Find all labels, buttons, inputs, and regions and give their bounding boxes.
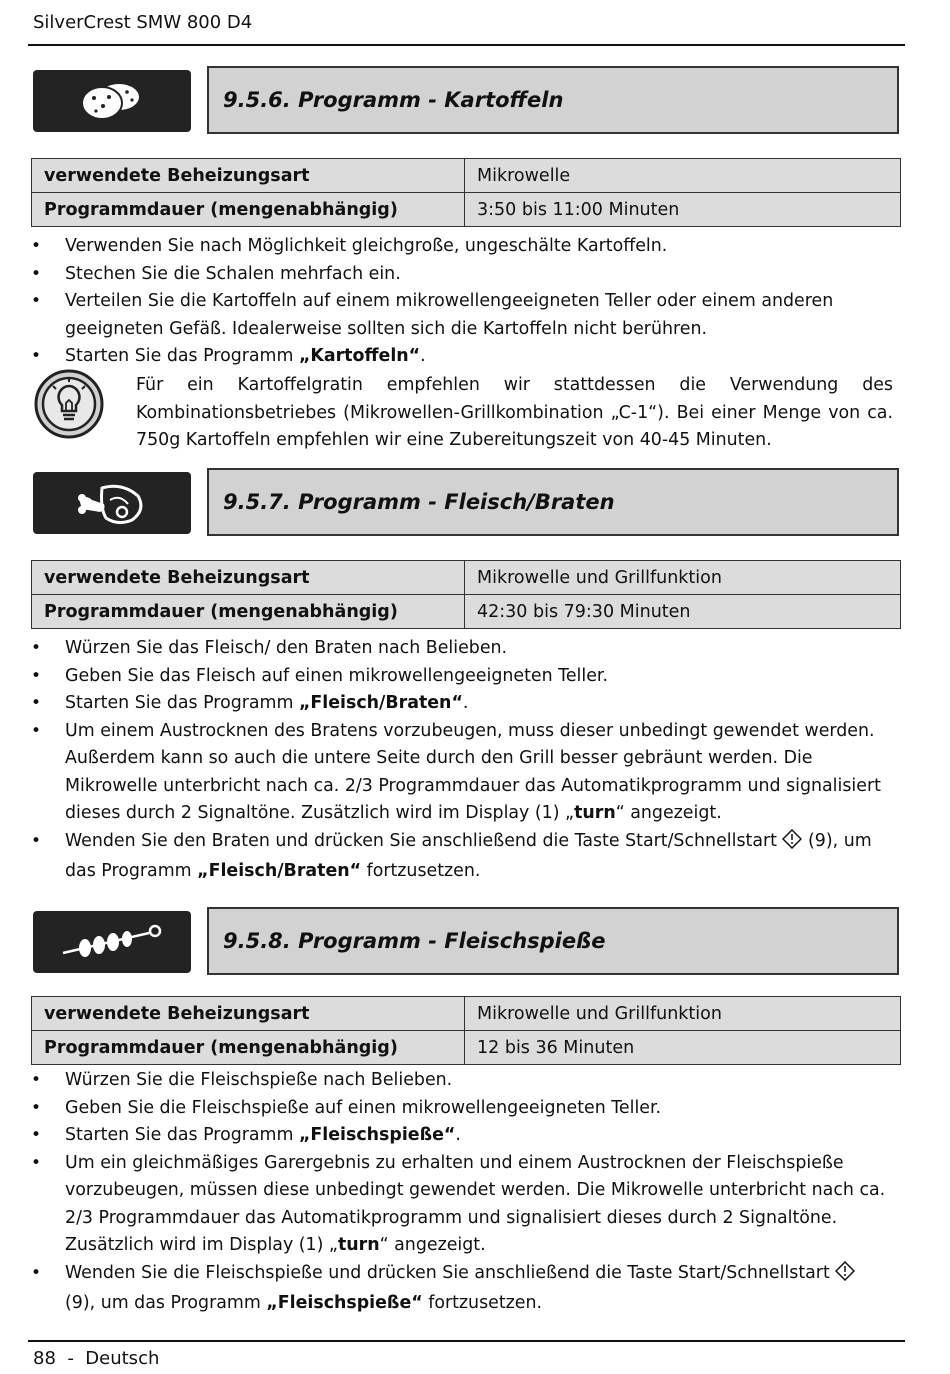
potato-icon xyxy=(33,70,191,132)
instruction-list-fleisch-braten xyxy=(0,635,950,886)
list-item: • Würzen Sie die Fleischspieße nach Belieben. xyxy=(0,1067,890,1095)
list-item: • Geben Sie die Fleischspieße auf einen mikrowellengeeigneten Teller. xyxy=(0,1095,890,1123)
item-text: (9), um das Programm xyxy=(65,830,872,881)
program-name: „Fleisch/Braten“ xyxy=(197,861,362,881)
roast-meat-icon xyxy=(33,472,191,534)
list-item: • Stechen Sie die Schalen mehrfach ein. xyxy=(0,261,890,289)
item-text: Um einem Austrocknen des Bratens vorzubeugen, muss dieser unbedingt gewendet werden. Außerdem kann so auch die untere Seite durch den Grill besser gebräunt werden. Die Mikrowelle unterbricht nach ca. 2/3 Programmdauer das Automatikprogramm und signalisiert dieses durch 2 Signaltöne. Zusätzlich wird im Display (1) „ xyxy=(65,720,881,823)
tip-text: Für ein Kartoffelgratin empfehlen wir stattdessen die Verwendung des Kombinationsbetriebes (Mikrowellen-Grillkombination „C-1“). Bei einer Menge von ca. 750g Kartoffeln empfehlen wir eine Zubereitungszeit von 40-45 Minuten. xyxy=(136,375,893,450)
table-value: 42:30 bis 79:30 Minuten xyxy=(465,595,901,629)
list-item: • Verteilen Sie die Kartoffeln auf einem mikrowellengeeigneten Teller oder einem anderen geeigneten Gefäß. Idealerweise sollten sich die Kartoffeln nicht berühren. xyxy=(0,288,890,343)
list-item: • Verwenden Sie nach Möglichkeit gleichgroße, ungeschälte Kartoffeln. xyxy=(0,233,890,261)
start-button-icon xyxy=(835,1261,855,1291)
item-text: fortzusetzen. xyxy=(361,861,481,881)
section-heading-kartoffeln: 9.5.6. Programm - Kartoffeln xyxy=(207,66,899,134)
program-name: „Fleischspieße“ xyxy=(298,1125,456,1145)
instruction-list-fleischspiesse xyxy=(0,1067,950,1318)
list-item xyxy=(0,1150,890,1260)
table-row xyxy=(32,997,901,1031)
list-item: • Würzen Sie das Fleisch/ den Braten nach Belieben. xyxy=(0,635,890,663)
section-heading-fleischspiesse: 9.5.8. Programm - Fleischspieße xyxy=(207,907,899,975)
item-text: “ angezeigt. xyxy=(379,1235,486,1255)
section-heading-fleisch-braten: 9.5.7. Programm - Fleisch/Braten xyxy=(207,468,899,536)
item-text: Wenden Sie die Fleischspieße und drücken Sie anschließend die Taste Start/Schnellstart xyxy=(65,1262,836,1283)
table-row xyxy=(32,595,901,629)
table-key: Programmdauer (mengenabhängig) xyxy=(32,1031,465,1065)
table-row xyxy=(32,159,901,193)
table-row xyxy=(32,561,901,595)
table-key: verwendete Beheizungsart xyxy=(32,159,465,193)
spec-table-fleischspiesse xyxy=(31,996,901,1065)
program-name: „Fleischspieße“ xyxy=(266,1293,423,1313)
table-key: verwendete Beheizungsart xyxy=(32,561,465,595)
list-item: • Geben Sie das Fleisch auf einen mikrowellengeeigneten Teller. xyxy=(0,663,890,691)
table-key: Programmdauer (mengenabhängig) xyxy=(32,193,465,227)
item-text: (9), um das Programm xyxy=(65,1293,267,1313)
table-key: verwendete Beheizungsart xyxy=(32,997,465,1031)
table-value: 3:50 bis 11:00 Minuten xyxy=(465,193,901,227)
table-key: Programmdauer (mengenabhängig) xyxy=(32,595,465,629)
document-title: SilverCrest SMW 800 D4 xyxy=(33,12,253,33)
item-text: Starten Sie das Programm xyxy=(65,1125,299,1145)
instruction-list-kartoffeln xyxy=(0,233,950,371)
item-text: Um ein gleichmäßiges Garergebnis zu erhalten und einem Austrocknen der Fleischspieße vorzubeugen, müssen diese unbedingt gewendet werden. Die Mikrowelle unterbricht nach ca. 2/3 Programmdauer das Automatikprogramm und signalisiert dieses durch 2 Signaltöne. Zusätzlich wird im Display (1) „ xyxy=(65,1152,886,1255)
display-text: turn xyxy=(337,1235,380,1255)
table-row xyxy=(32,193,901,227)
start-button-icon xyxy=(782,829,802,859)
lightbulb-tip-icon xyxy=(33,368,105,444)
item-text: “ angezeigt. xyxy=(615,803,722,823)
item-text: . xyxy=(462,693,469,713)
footer-rule xyxy=(28,1340,905,1342)
list-item xyxy=(0,718,890,828)
program-name: „Fleisch/Braten“ xyxy=(298,693,463,713)
list-item xyxy=(0,1260,890,1318)
list-item xyxy=(0,1122,890,1150)
item-text: Wenden Sie den Braten und drücken Sie anschließend die Taste Start/Schnellstart xyxy=(65,830,783,851)
item-text: Starten Sie das Programm xyxy=(65,693,299,713)
list-item xyxy=(0,343,890,371)
table-row xyxy=(32,1031,901,1065)
list-item xyxy=(0,828,890,886)
item-text: . xyxy=(455,1125,461,1145)
program-name: „Kartoffeln“ xyxy=(298,346,421,366)
page-footer: 88 - Deutsch xyxy=(33,1348,160,1369)
list-item xyxy=(0,690,890,718)
item-text: . xyxy=(420,346,426,366)
table-value: Mikrowelle und Grillfunktion xyxy=(465,561,901,595)
skewer-icon xyxy=(33,911,191,973)
display-text: turn xyxy=(574,803,616,823)
table-value: Mikrowelle und Grillfunktion xyxy=(465,997,901,1031)
spec-table-fleisch-braten xyxy=(31,560,901,629)
item-text: Starten Sie das Programm xyxy=(65,346,299,366)
table-value: Mikrowelle xyxy=(465,159,901,193)
spec-table-kartoffeln xyxy=(31,158,901,227)
item-text: fortzusetzen. xyxy=(422,1293,543,1313)
header-rule xyxy=(28,44,905,46)
table-value: 12 bis 36 Minuten xyxy=(465,1031,901,1065)
